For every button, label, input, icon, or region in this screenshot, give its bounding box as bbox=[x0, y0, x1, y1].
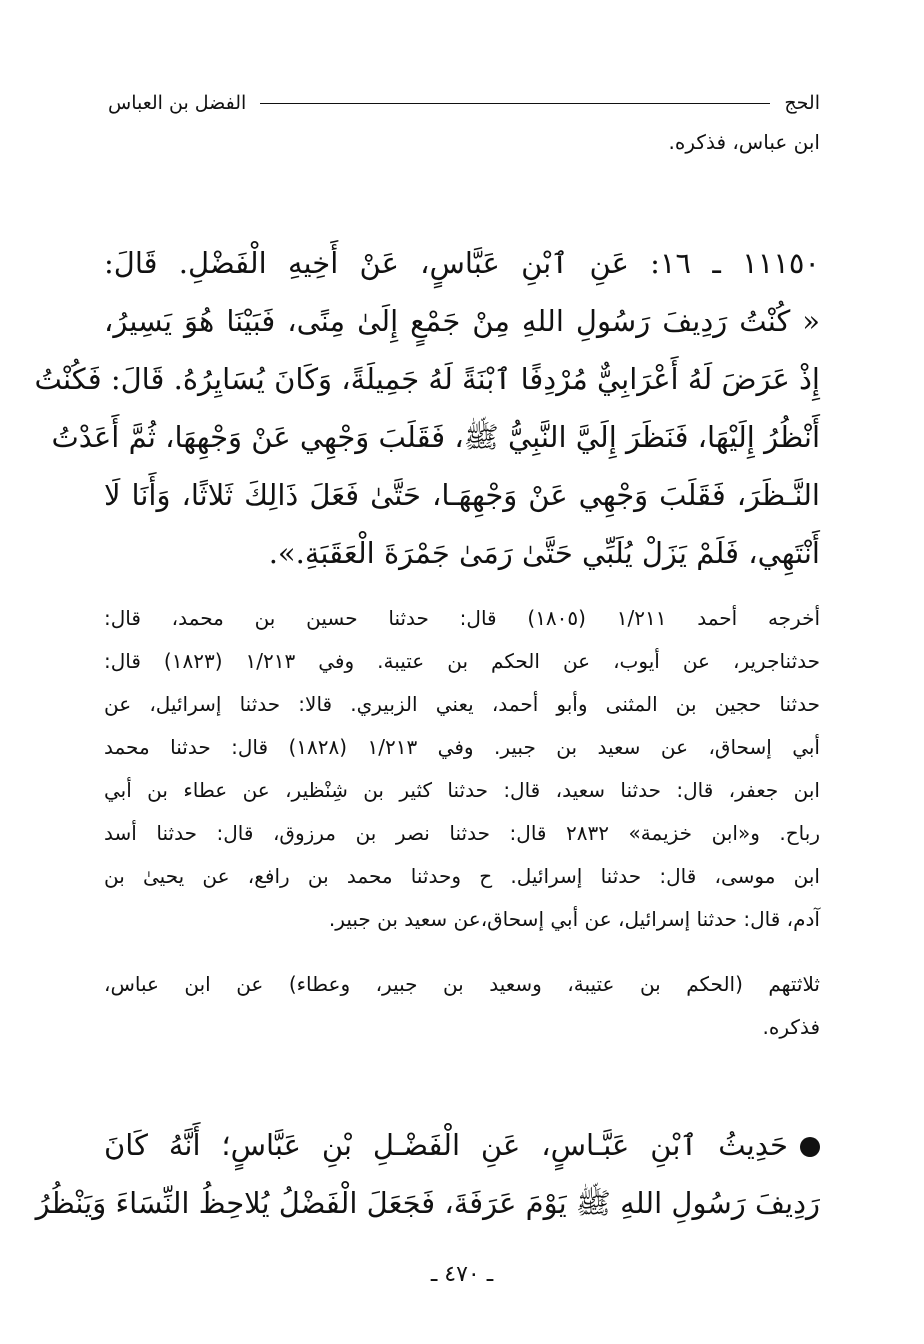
hadith-line: « كُنْتُ رَدِيفَ رَسُولِ اللهِ مِنْ جَمْعٍ إِلَىٰ مِنًى، فَبَيْنَا هُوَ يَسِيرُ، bbox=[104, 304, 820, 338]
header-chapter-title: الفضل بن العباس bbox=[108, 92, 247, 114]
takhrij-line: أبي إسحاق، عن سعيد بن جبير. وفي ١/٢١٣ (١٨٢٨) قال: حدثنا محمد bbox=[104, 735, 820, 759]
hadith-line: إِذْ عَرَضَ لَهُ أَعْرَابِيٌّ مُرْدِفًا ٱبْنَةً لَهُ جَمِيلَةً، وَكَانَ يُسَايِرُهُ. قَالَ: فَكُنْتُ bbox=[34, 362, 820, 396]
takhrij-summary-line: ثلاثتهم (الحكم بن عتيبة، وسعيد بن جبير، وعطاء) عن ابن عباس، bbox=[104, 972, 820, 996]
takhrij-line: رباح. و«ابن خزيمة» ٢٨٣٢ قال: حدثنا نصر بن مرزوق، قال: حدثنا أسد bbox=[104, 821, 820, 845]
takhrij-line: حدثناجرير، عن أيوب، عن الحكم بن عتيبة. وفي ١/٢١٣ (١٨٢٣) قال: bbox=[104, 649, 820, 673]
takhrij-line: أخرجه أحمد ١/٢١١ (١٨٠٥) قال: حدثنا حسين بن محمد، قال: bbox=[104, 606, 820, 630]
hadith-line: ١١١٥٠ ـ ١٦: عَنِ ٱبْنِ عَبَّاسٍ، عَنْ أَخِيهِ الْفَضْلِ. قَالَ: bbox=[104, 246, 821, 280]
page-number: ـ ٤٧٠ ـ bbox=[430, 1262, 494, 1287]
running-header bbox=[108, 88, 820, 118]
top-continuation: ابن عباس، فذكره. bbox=[668, 130, 820, 154]
hadith-line: النَّـظَرَ، فَقَلَبَ وَجْهِي عَنْ وَجْهِهَـا، حَتَّىٰ فَعَلَ ذَالِكَ ثَلاثًا، وَأَنَا لَا bbox=[104, 478, 820, 512]
next-hadith-line bbox=[104, 1128, 820, 1162]
next-hadith-text: حَدِيثُ ٱبْنِ عَبَّـاسٍ، عَنِ الْفَضْـلِ بْنِ عَبَّاسٍ؛ أَنَّهُ كَانَ bbox=[104, 1128, 788, 1162]
takhrij-line: حدثنا حجين بن المثنى وأبو أحمد، يعني الزبيري. قالا: حدثنا إسرائيل، عن bbox=[104, 692, 820, 716]
takhrij-line: ابن جعفر، قال: حدثنا سعيد، قال: حدثنا كثير بن شِنْظير، عن عطاء بن أبي bbox=[104, 778, 820, 802]
bullet-icon bbox=[800, 1137, 820, 1157]
takhrij-summary-line: فذكره. bbox=[762, 1015, 820, 1039]
hadith-line: أَنْظُرُ إِلَيْهَا، فَنَظَرَ إِلَيَّ النَّبِيُّ ﷺ، فَقَلَبَ وَجْهِي عَنْ وَجْهِهَا، ثُمَّ أَعَدْتُ bbox=[51, 420, 820, 454]
takhrij-line: آدم، قال: حدثنا إسرائيل، عن أبي إسحاق،عن سعيد بن جبير. bbox=[328, 907, 820, 931]
next-hadith-line: رَدِيفَ رَسُولِ اللهِ ﷺ يَوْمَ عَرَفَةَ، فَجَعَلَ الْفَضْلُ يُلاحِظُ النِّسَاءَ وَيَنْظُرُ bbox=[35, 1186, 820, 1220]
header-section-title: الحج bbox=[784, 92, 820, 114]
header-rule bbox=[260, 103, 770, 104]
takhrij-line: ابن موسى، قال: حدثنا إسرائيل. ح وحدثنا محمد بن رافع، عن يحيىٰ بن bbox=[104, 864, 820, 888]
hadith-line: أَنْتَهِي، فَلَمْ يَزَلْ يُلَبِّي حَتَّىٰ رَمَىٰ جَمْرَةَ الْعَقَبَةِ.». bbox=[268, 536, 820, 570]
